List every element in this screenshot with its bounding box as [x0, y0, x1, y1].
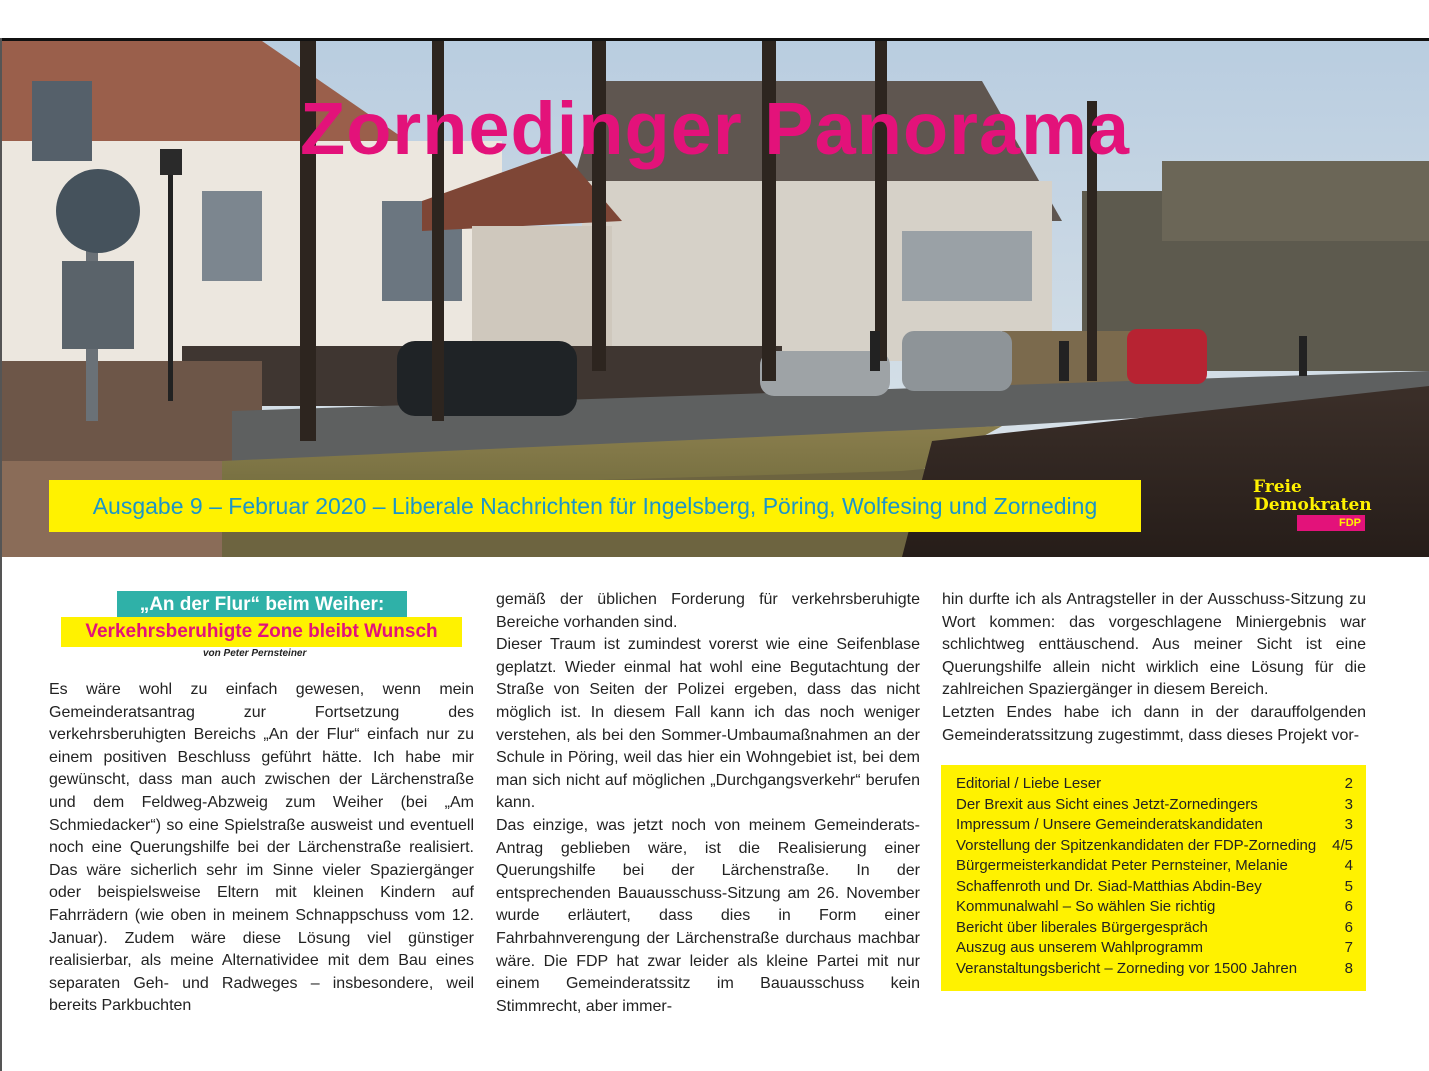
toc-item-page: 4/5: [1332, 836, 1353, 854]
toc-item-page: 7: [1344, 939, 1353, 956]
article-byline: von Peter Pernsteiner: [203, 648, 307, 659]
table-of-contents: [941, 765, 1366, 991]
toc-item-page: 4: [1344, 857, 1353, 874]
toc-item-label: Impressum / Unsere Gemeinderatskandidaten: [956, 816, 1263, 833]
toc-item-page: 5: [1344, 877, 1353, 895]
toc-item-label: Vorstellung der Spitzenkandidaten der FDP-Zorneding: [956, 836, 1317, 854]
article-column-3: [942, 589, 1366, 747]
toc-item-page: 6: [1344, 918, 1353, 936]
masthead-title: Zornedinger Panorama: [300, 87, 1131, 170]
issue-banner: Ausgabe 9 – Februar 2020 – Liberale Nachrichten für Ingelsberg, Pöring, Wolfesing und Zorneding: [49, 480, 1141, 532]
toc-item-page: 3: [1344, 795, 1353, 813]
logo-text-demokraten: Demokraten: [1254, 495, 1372, 515]
paragraph: Es wäre wohl zu einfach gewesen, wenn mein Gemeinderatsantrag zur Fortsetzung des verkehrsberuhigten Bereichs „An der Flur“ einfach nur zu einem positiven Beschluss geführt hätte. Ich habe mir gewünscht, dass man auch zwischen der Lärchenstraße und dem Feldweg-Abzweig zum Weiher (bei „Am Schmiedacker“) so eine Spielstraße ausweist und eventuell noch eine Querungshilfe bei der Lärchenstraße realisiert. Das wäre sicherlich sehr im Sinne vieler Spaziergänger oder beispielsweise Eltern mit kleinen Kindern auf Fahrrädern (wie oben in meinem Schnappschuss vom 12. Januar). Zudem wäre diese Lösung viel günstiger realisierbar, als meine Alternatividee mit dem Bau eines separaten Geh- und Radweges – insbesondere, weil bereits Parkbuchten: [49, 681, 474, 1015]
toc-item-label: Bürgermeisterkandidat Peter Pernsteiner, Melanie: [956, 857, 1288, 874]
toc-item-label: Veranstaltungsbericht – Zorneding vor 1500 Jahren: [956, 959, 1298, 977]
logo-text-freie: Freie: [1253, 477, 1302, 497]
toc-item-label: Bericht über liberales Bürgergespräch: [956, 918, 1208, 936]
paragraph: Dieser Traum ist zumindest vorerst wie eine Seifenblase geplatzt. Wieder einmal hat wohl eine Begutachtung der Straße von Seiten der Polizei ergeben, dass das nicht möglich ist. In diesem Fall kann ich das noch weniger verstehen, als bei den Sommer-Umbaumaßnahmen an der Schule in Pöring, weil das hier ein Wohngebiet ist, bei dem man sich nicht auf möglichen „Durchgangsverkehr“ berufen kann.: [496, 636, 920, 812]
paragraph: Letzten Endes habe ich dann in der darauffolgenden Gemeinderatssitzung zugestimmt, dass dieses Projekt vor-: [942, 703, 1366, 744]
article-column-1: [49, 679, 474, 1018]
article-kicker: „An der Flur“ beim Weiher:: [117, 591, 407, 618]
toc-item-label: Editorial / Liebe Leser: [956, 775, 1102, 792]
fdp-logo: [1253, 477, 1372, 531]
toc-item-label: Schaffenroth und Dr. Siad-Matthias Abdin-Bey: [956, 877, 1262, 895]
toc-item-label: Der Brexit aus Sicht eines Jetzt-Zornedingers: [956, 795, 1258, 813]
paragraph: Das einzige, was jetzt noch von meinem Gemeinderats-Antrag geblieben wäre, ist die Realisierung einer Querungshilfe bei der Lärchenstraße. In der entsprechenden Bauausschuss-Sitzung am 26. November wurde erläutert, dass dies in Form einer Fahrbahnverengung der Lärchenstraße durchaus machbar wäre. Die FDP hat zwar leider als kleine Partei mit nur einem Gemeinderatssitz im Bauausschuss kein Stimmrecht, aber immer-: [496, 816, 920, 1015]
toc-item-page: 2: [1344, 775, 1353, 792]
paragraph: hin durfte ich als Antragsteller in der Ausschuss-Sitzung zu Wort kommen: das vorgeschlagene Miniergebnis war schlichtweg enttäuschend. Aus meiner Sicht ist eine Querungshilfe allein nicht wirklich eine Lösung für die zahlreichen Spaziergänger in diesem Bereich.: [942, 591, 1366, 699]
article-headline: Verkehrsberuhigte Zone bleibt Wunsch: [61, 617, 462, 647]
toc-item-page: 3: [1344, 816, 1353, 833]
toc-item-label: Auszug aus unserem Wahlprogramm: [956, 939, 1204, 956]
toc-item-page: 6: [1344, 898, 1353, 915]
toc-item-label: Kommunalwahl – So wählen Sie richtig: [956, 898, 1216, 915]
logo-bar-fdp: FDP: [1297, 515, 1365, 531]
toc-item-page: 8: [1344, 959, 1353, 977]
article-column-2: [496, 589, 920, 1018]
paragraph: gemäß der üblichen Forderung für verkehrsberuhigte Bereiche vorhanden sind.: [496, 591, 920, 631]
